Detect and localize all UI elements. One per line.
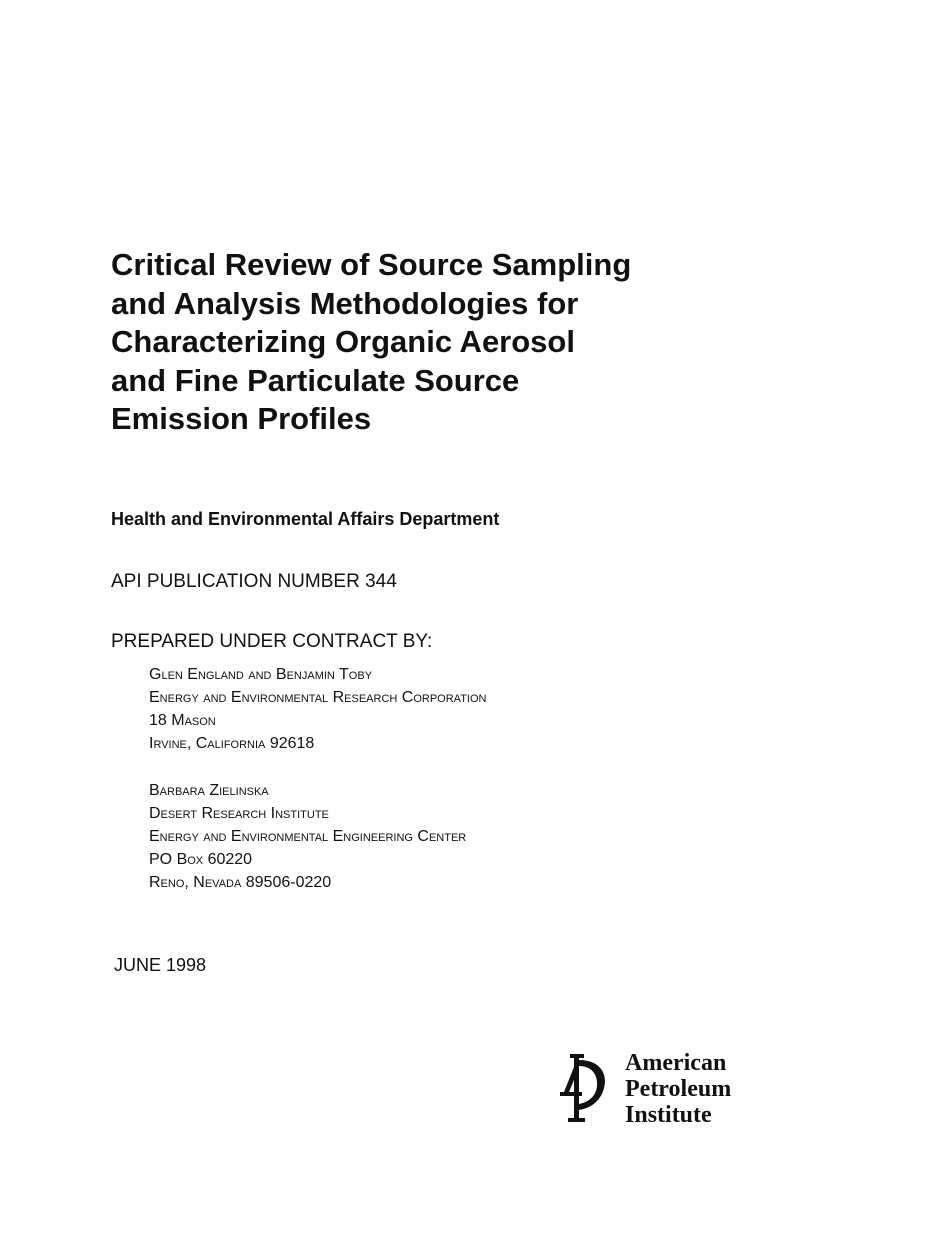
logo-line: Institute <box>625 1102 712 1128</box>
contractor-division: Energy and Environmental Engineering Center <box>149 828 467 845</box>
contractor-address-block <box>149 779 466 894</box>
contractor-city: Reno, Nevada 89506-0220 <box>149 874 332 891</box>
api-logo <box>556 1050 756 1130</box>
title-line: Characterizing Organic Aerosol <box>111 324 575 359</box>
department-name: Health and Environmental Affairs Department <box>111 509 500 529</box>
title-line: and Fine Particulate Source <box>111 362 520 398</box>
contractor-street: 18 Mason <box>149 712 216 729</box>
title-line: Emission Profiles <box>111 401 372 436</box>
title-line: and Analysis Methodologies for <box>111 285 579 321</box>
contractor-city: Irvine, California 92618 <box>149 735 315 752</box>
logo-line: American <box>625 1050 727 1076</box>
contractor-address-block <box>149 663 486 755</box>
api-logo-wordmark <box>625 1050 731 1128</box>
contractor-po-box: PO Box 60220 <box>149 851 253 868</box>
contractor-organization: Desert Research Institute <box>149 805 329 822</box>
logo-line: Petroleum <box>625 1076 732 1102</box>
publication-date: JUNE 1998 <box>114 955 207 975</box>
document-title <box>111 246 731 439</box>
contractor-organization: Energy and Environmental Research Corporation <box>149 689 487 706</box>
contractor-names: Glen England and Benjamin Toby <box>149 666 373 683</box>
prepared-under-contract-label: PREPARED UNDER CONTRACT BY: <box>111 631 433 652</box>
contractor-names: Barbara Zielinska <box>149 782 269 799</box>
title-line: Critical Review of Source Sampling <box>111 247 632 282</box>
publication-number: API PUBLICATION NUMBER 344 <box>111 571 397 592</box>
api-logo-icon <box>556 1052 608 1126</box>
